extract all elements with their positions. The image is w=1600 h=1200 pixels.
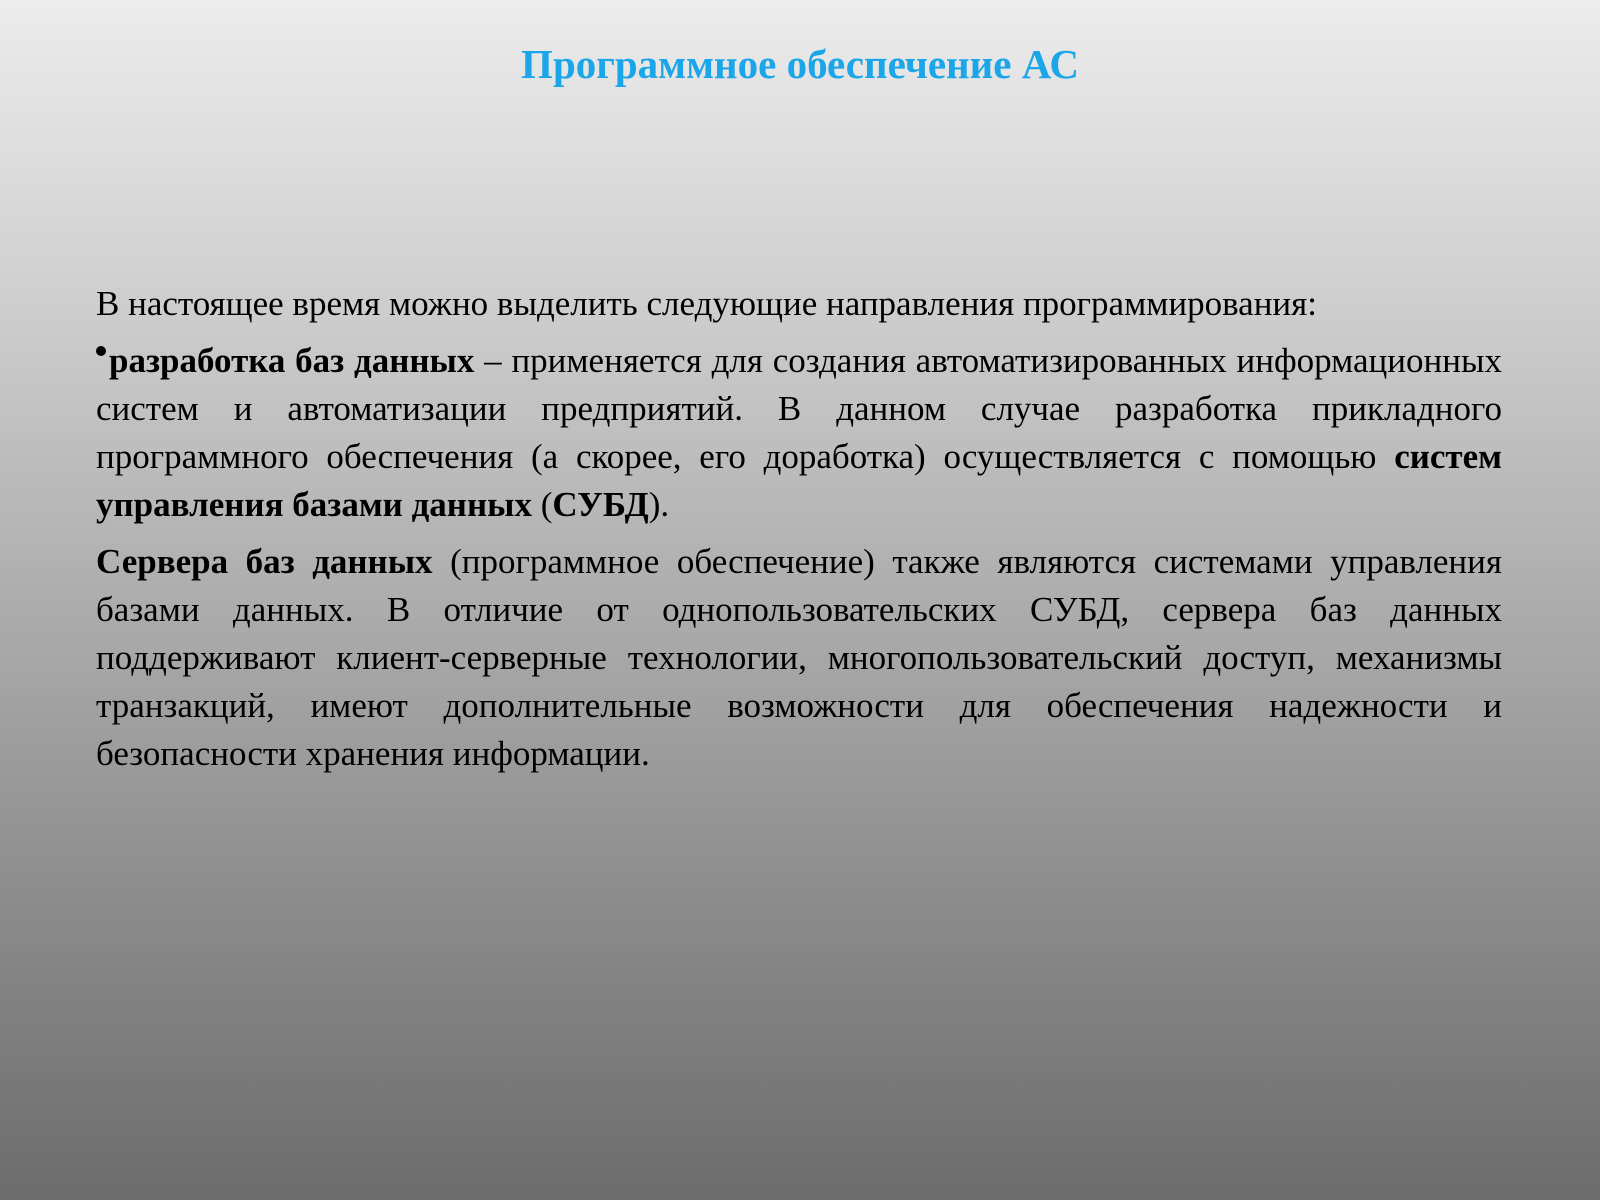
bullet-icon [96,346,106,356]
slide-title: Программное обеспечение АС [521,41,1079,87]
dbms-term: систем управления базами данных [96,437,1502,524]
bullet-term: разработка баз данных [109,341,475,380]
intro-text: В настоящее время можно выделить следующие направления программирования: [96,284,1317,323]
servers-term: Сервера баз данных [96,542,433,581]
bullet-paragraph [96,337,1502,529]
servers-paragraph [96,538,1502,778]
paren-open: ( [531,485,553,524]
servers-text: (программное обеспечение) также являются системами управления базами данных. В отличие от однопользовательских СУБД, сервера баз данных поддерживают клиент-серверные технологии, многопользовательский доступ, механизмы транзакций, имеют дополнительные возможности для обеспечения надежности и безопасности хранения информации. [96,542,1502,773]
slide-body [96,280,1502,787]
dbms-abbr: СУБД [552,485,649,524]
bullet-text: – применяется для создания автоматизированных информационных систем и автоматизации предприятий. В данном случае разработка прикладного программного обеспечения (а скорее, его доработка) осуществляется с помощью [96,341,1502,476]
paren-close: ). [648,485,670,524]
